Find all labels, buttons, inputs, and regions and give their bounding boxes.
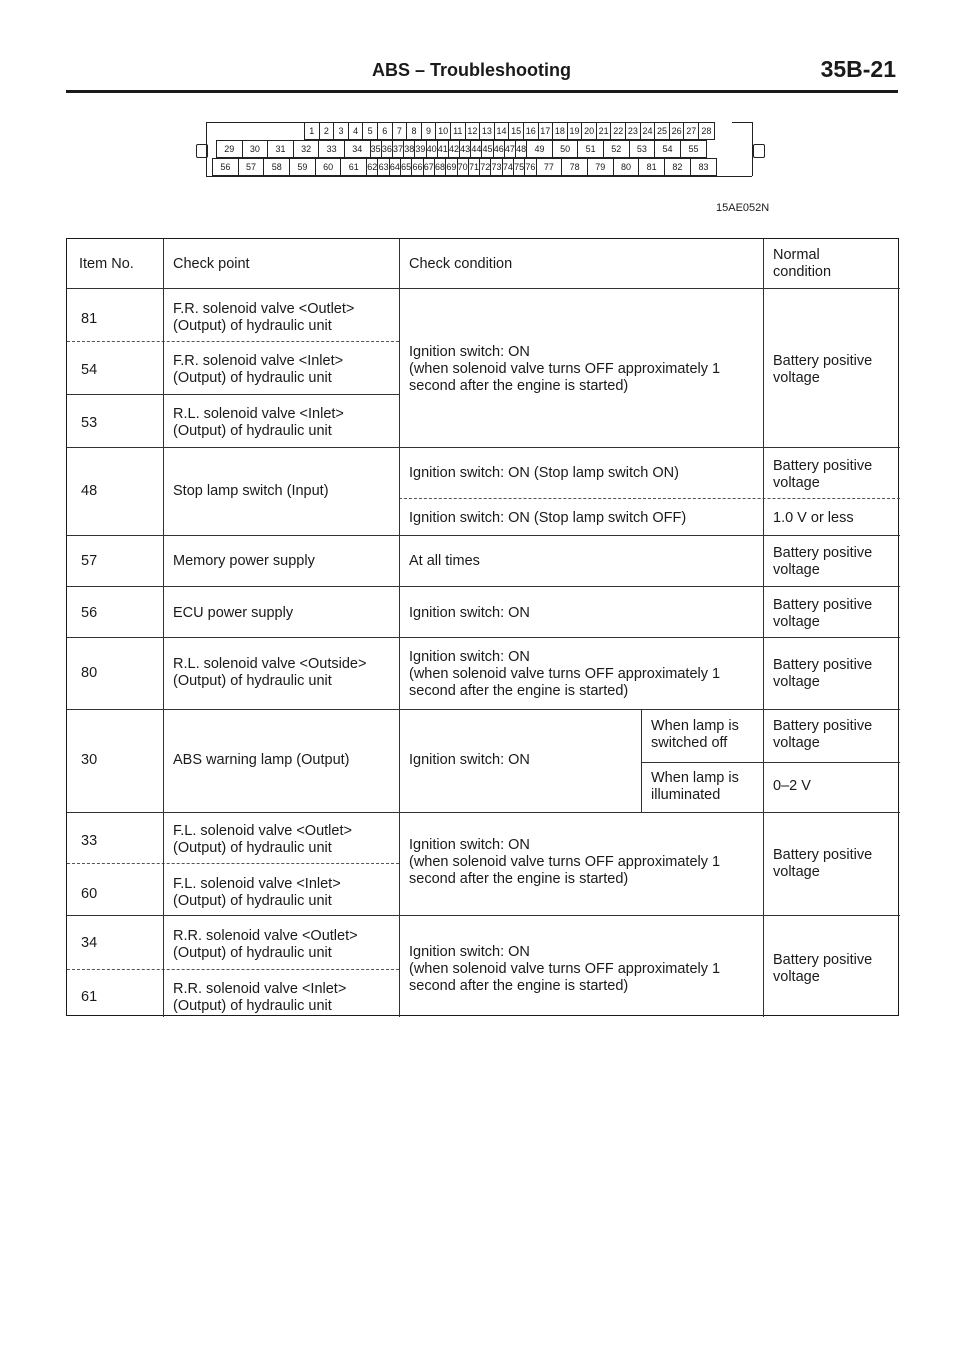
- connector-frame: [206, 122, 304, 123]
- connector-pin: 17: [539, 123, 554, 139]
- connector-pin: 54: [655, 141, 681, 157]
- connector-pin: 39: [415, 141, 426, 157]
- connector-pin: 29: [217, 141, 243, 157]
- header-check-condition: Check condition: [409, 256, 513, 272]
- header-normal-condition: Normal condition: [773, 247, 832, 280]
- connector-pin: 15: [509, 123, 524, 139]
- connector-pin: 60: [316, 159, 342, 175]
- connector-pin: 12: [466, 123, 481, 139]
- connector-pin: 81: [639, 159, 665, 175]
- connector-pin: 66: [412, 159, 423, 175]
- connector-pin: 19: [568, 123, 583, 139]
- connector-pin: 48: [516, 141, 527, 157]
- connector-pin: 41: [438, 141, 449, 157]
- connector-pin: 13: [480, 123, 495, 139]
- connector-frame: [206, 122, 207, 176]
- connector-pin: 59: [290, 159, 316, 175]
- connector-pin: 34: [345, 141, 371, 157]
- connector-pin: 21: [597, 123, 612, 139]
- connector-pin: 33: [319, 141, 345, 157]
- check-condition: Ignition switch: ON (when solenoid valve turns OFF approximately 1 second after the engine is started): [409, 649, 721, 699]
- item-no: 34: [81, 935, 98, 951]
- connector-pin: 77: [537, 159, 563, 175]
- connector-pin: 61: [341, 159, 367, 175]
- connector-pin: 79: [588, 159, 614, 175]
- connector-pin: 47: [505, 141, 516, 157]
- check-point: F.R. solenoid valve <Inlet> (Output) of hydraulic unit: [173, 353, 344, 386]
- connector-pin: 71: [469, 159, 480, 175]
- connector-pin: 26: [670, 123, 685, 139]
- connector-pin: 72: [480, 159, 491, 175]
- connector-pin: 43: [460, 141, 471, 157]
- check-point: F.R. solenoid valve <Outlet> (Output) of hydraulic unit: [173, 301, 355, 334]
- connector-pin: 83: [698, 162, 709, 172]
- item-no: 61: [81, 989, 98, 1005]
- connector-pin: 35: [371, 141, 382, 157]
- connector-pin: 20: [582, 123, 597, 139]
- connector-pin: 24: [641, 123, 656, 139]
- check-point: R.R. solenoid valve <Inlet> (Output) of hydraulic unit: [173, 981, 347, 1014]
- connector-pin: 62: [367, 159, 378, 175]
- connector-pin: 2: [320, 123, 335, 139]
- connector-pin: 45: [482, 141, 493, 157]
- check-condition: Ignition switch: ON (Stop lamp switch ON): [409, 465, 679, 481]
- connector-pin: 55: [688, 144, 699, 154]
- connector-pin: 68: [435, 159, 446, 175]
- connector-pin: 4: [349, 123, 364, 139]
- check-point: R.L. solenoid valve <Outside> (Output) of hydraulic unit: [173, 656, 367, 689]
- connector-pin: 23: [626, 123, 641, 139]
- normal-condition: Battery positive voltage: [773, 458, 873, 491]
- check-point: F.L. solenoid valve <Inlet> (Output) of hydraulic unit: [173, 876, 341, 909]
- header-rule: [66, 90, 898, 93]
- connector-pin: 69: [446, 159, 457, 175]
- header-item-no: Item No.: [79, 256, 134, 272]
- normal-condition: Battery positive voltage: [773, 545, 873, 578]
- normal-condition: Battery positive voltage: [773, 718, 873, 751]
- page-title: ABS – Troubleshooting: [372, 60, 572, 80]
- check-point: ECU power supply: [173, 605, 294, 621]
- check-point: R.R. solenoid valve <Outlet> (Output) of hydraulic unit: [173, 928, 358, 961]
- connector-pin: 49: [527, 141, 553, 157]
- connector-pin: 25: [655, 123, 670, 139]
- connector-latch-right: [753, 144, 765, 158]
- connector-pin: 50: [553, 141, 579, 157]
- check-point: F.L. solenoid valve <Outlet> (Output) of hydraulic unit: [173, 823, 352, 856]
- figure-code: 15AE052N: [716, 202, 770, 214]
- connector-pin: 1: [305, 123, 320, 139]
- item-no: 48: [81, 483, 98, 499]
- connector-pin: 67: [424, 159, 435, 175]
- connector-pin: 80: [614, 159, 640, 175]
- connector-pin: 63: [378, 159, 389, 175]
- check-condition: Ignition switch: ON: [409, 605, 530, 621]
- connector-pin: 58: [264, 159, 290, 175]
- connector-frame: [752, 122, 753, 176]
- connector-pin: 7: [393, 123, 408, 139]
- connector-pin-row-1: [304, 122, 715, 140]
- connector-pin: 65: [401, 159, 412, 175]
- connector-pin: 57: [239, 159, 265, 175]
- connector-frame: [206, 176, 752, 177]
- connector-pin: 46: [494, 141, 505, 157]
- item-no: 54: [81, 362, 98, 378]
- check-condition: Ignition switch: ON (Stop lamp switch OFF): [409, 510, 687, 526]
- connector-pin-row-2: [216, 140, 707, 158]
- check-condition: Ignition switch: ON (when solenoid valve turns OFF approximately 1 second after the engine is started): [409, 944, 721, 994]
- normal-condition: Battery positive voltage: [773, 353, 873, 386]
- connector-pin: 9: [422, 123, 437, 139]
- connector-pin: 3: [334, 123, 349, 139]
- connector-frame: [732, 122, 752, 123]
- connector-pin: 10: [436, 123, 451, 139]
- item-no: 80: [81, 665, 98, 681]
- check-table: [66, 238, 899, 1016]
- normal-condition: 0–2 V: [773, 778, 811, 794]
- normal-condition: Battery positive voltage: [773, 657, 873, 690]
- connector-pin: 52: [604, 141, 630, 157]
- check-condition: Ignition switch: ON (when solenoid valve turns OFF approximately 1 second after the engine is started): [409, 837, 721, 887]
- connector-pin: 42: [449, 141, 460, 157]
- connector-pin: 73: [491, 159, 502, 175]
- check-point: R.L. solenoid valve <Inlet> (Output) of hydraulic unit: [173, 406, 344, 439]
- check-condition: Ignition switch: ON: [409, 752, 530, 768]
- connector-pin: 74: [503, 159, 514, 175]
- normal-condition: Battery positive voltage: [773, 847, 873, 880]
- connector-pin: 44: [471, 141, 482, 157]
- connector-pin: 40: [427, 141, 438, 157]
- check-point: Memory power supply: [173, 553, 315, 569]
- connector-pin: 27: [684, 123, 699, 139]
- connector-pin: 14: [495, 123, 510, 139]
- item-no: 56: [81, 605, 98, 621]
- item-no: 33: [81, 833, 98, 849]
- connector-pin: 76: [525, 159, 536, 175]
- item-no: 53: [81, 415, 98, 431]
- connector-pin: 5: [363, 123, 378, 139]
- normal-condition: Battery positive voltage: [773, 952, 873, 985]
- connector-pin: 30: [243, 141, 269, 157]
- connector-pin: 11: [451, 123, 466, 139]
- page-number: 35B-21: [820, 56, 896, 82]
- normal-condition: Battery positive voltage: [773, 597, 873, 630]
- connector-pin: 78: [562, 159, 588, 175]
- connector-pin: 82: [665, 159, 691, 175]
- connector-pin: 64: [390, 159, 401, 175]
- connector-pin: 51: [578, 141, 604, 157]
- item-no: 60: [81, 886, 98, 902]
- connector-pin: 37: [393, 141, 404, 157]
- normal-condition: 1.0 V or less: [773, 510, 854, 526]
- connector-pin: 22: [611, 123, 626, 139]
- connector-pin: 28: [701, 126, 712, 136]
- connector-pin-row-3: [212, 158, 717, 176]
- connector-pin: 56: [213, 159, 239, 175]
- check-condition: At all times: [409, 553, 480, 569]
- item-no: 57: [81, 553, 98, 569]
- check-condition: When lamp is illuminated: [651, 770, 739, 803]
- connector-pin: 70: [458, 159, 469, 175]
- check-point: Stop lamp switch (Input): [173, 483, 329, 499]
- connector-pin: 6: [378, 123, 393, 139]
- connector-pin: 16: [524, 123, 539, 139]
- header-check-point: Check point: [173, 256, 250, 272]
- check-condition: Ignition switch: ON (when solenoid valve turns OFF approximately 1 second after the engine is started): [409, 344, 721, 394]
- connector-pin: 53: [630, 141, 656, 157]
- connector-pin: 18: [553, 123, 568, 139]
- check-condition: When lamp is switched off: [651, 718, 739, 751]
- connector-pin: 38: [404, 141, 415, 157]
- connector-diagram: [196, 118, 772, 180]
- connector-pin: 32: [294, 141, 320, 157]
- connector-pin: 8: [407, 123, 422, 139]
- item-no: 30: [81, 752, 98, 768]
- connector-pin: 36: [382, 141, 393, 157]
- check-point: ABS warning lamp (Output): [173, 752, 350, 768]
- connector-pin: 75: [514, 159, 525, 175]
- connector-pin: 31: [268, 141, 294, 157]
- item-no: 81: [81, 311, 98, 327]
